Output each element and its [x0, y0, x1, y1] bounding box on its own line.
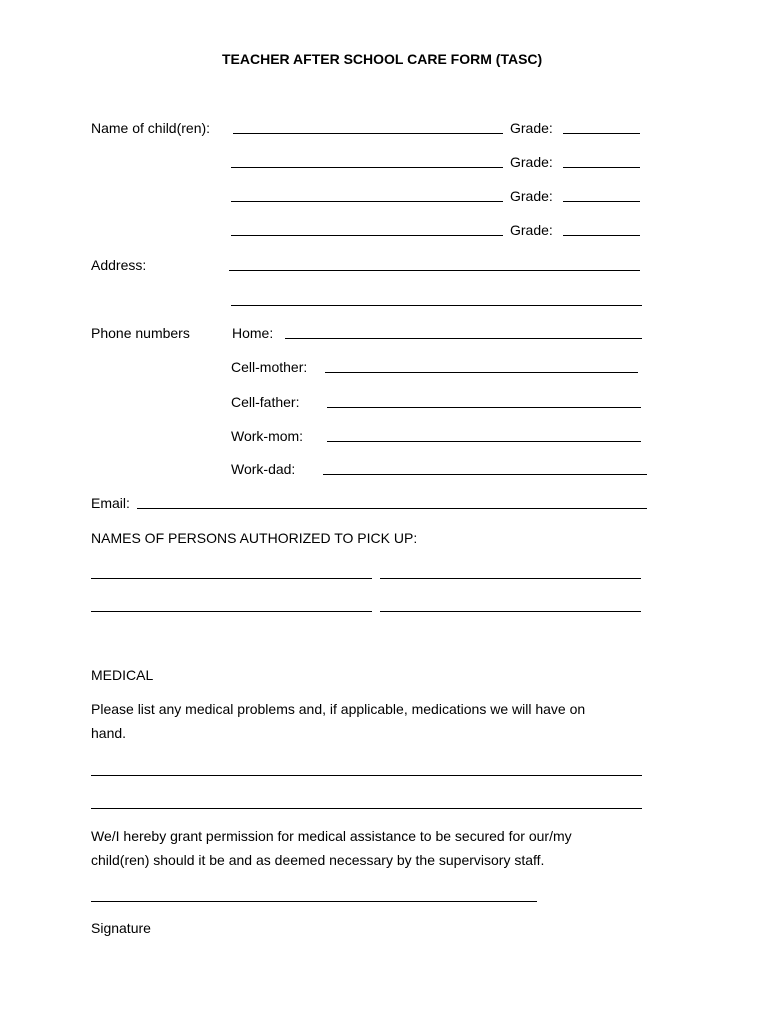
home-phone-label: Home: — [232, 325, 274, 341]
work-mom-label: Work-mom: — [231, 428, 304, 444]
work-dad-field[interactable] — [323, 474, 647, 475]
cell-father-label: Cell-father: — [231, 394, 300, 410]
form-title: TEACHER AFTER SCHOOL CARE FORM (TASC) — [222, 51, 543, 67]
grade-field-1[interactable] — [563, 133, 640, 134]
pickup-field-1[interactable] — [91, 578, 372, 579]
address-field-2[interactable] — [231, 305, 642, 306]
phone-label: Phone numbers — [91, 325, 190, 341]
email-field[interactable] — [137, 508, 647, 509]
pickup-field-4[interactable] — [380, 611, 641, 612]
medical-field-2[interactable] — [91, 808, 642, 809]
address-field-1[interactable] — [229, 270, 640, 271]
child-name-field-1[interactable] — [233, 133, 503, 134]
pickup-heading: NAMES OF PERSONS AUTHORIZED TO PICK UP: — [91, 530, 418, 546]
child-name-field-2[interactable] — [231, 167, 503, 168]
work-mom-field[interactable] — [327, 441, 641, 442]
grade-label-4: Grade: — [510, 222, 553, 238]
permission-line-1: We/I hereby grant permission for medical assistance to be secured for our/my — [91, 828, 572, 844]
children-label: Name of child(ren): — [91, 120, 211, 136]
cell-father-field[interactable] — [327, 407, 641, 408]
pickup-field-2[interactable] — [380, 578, 641, 579]
signature-field[interactable] — [91, 901, 537, 902]
address-label: Address: — [91, 257, 147, 273]
grade-field-4[interactable] — [563, 235, 640, 236]
work-dad-label: Work-dad: — [231, 461, 296, 477]
grade-label-2: Grade: — [510, 154, 553, 170]
grade-field-3[interactable] — [563, 201, 640, 202]
signature-label: Signature — [91, 920, 151, 936]
permission-line-2: child(ren) should it be and as deemed necessary by the supervisory staff. — [91, 852, 545, 868]
cell-mother-field[interactable] — [325, 372, 638, 373]
medical-heading: MEDICAL — [91, 667, 154, 683]
pickup-field-3[interactable] — [91, 611, 372, 612]
email-label: Email: — [91, 495, 130, 511]
medical-instructions-line-2: hand. — [91, 725, 127, 741]
child-name-field-4[interactable] — [231, 235, 503, 236]
medical-field-1[interactable] — [91, 775, 642, 776]
grade-label-3: Grade: — [510, 188, 553, 204]
grade-field-2[interactable] — [563, 167, 640, 168]
grade-label-1: Grade: — [510, 120, 553, 136]
home-phone-field[interactable] — [285, 338, 642, 339]
cell-mother-label: Cell-mother: — [231, 359, 308, 375]
child-name-field-3[interactable] — [231, 201, 503, 202]
medical-instructions-line-1: Please list any medical problems and, if applicable, medications we will have on — [91, 701, 586, 717]
